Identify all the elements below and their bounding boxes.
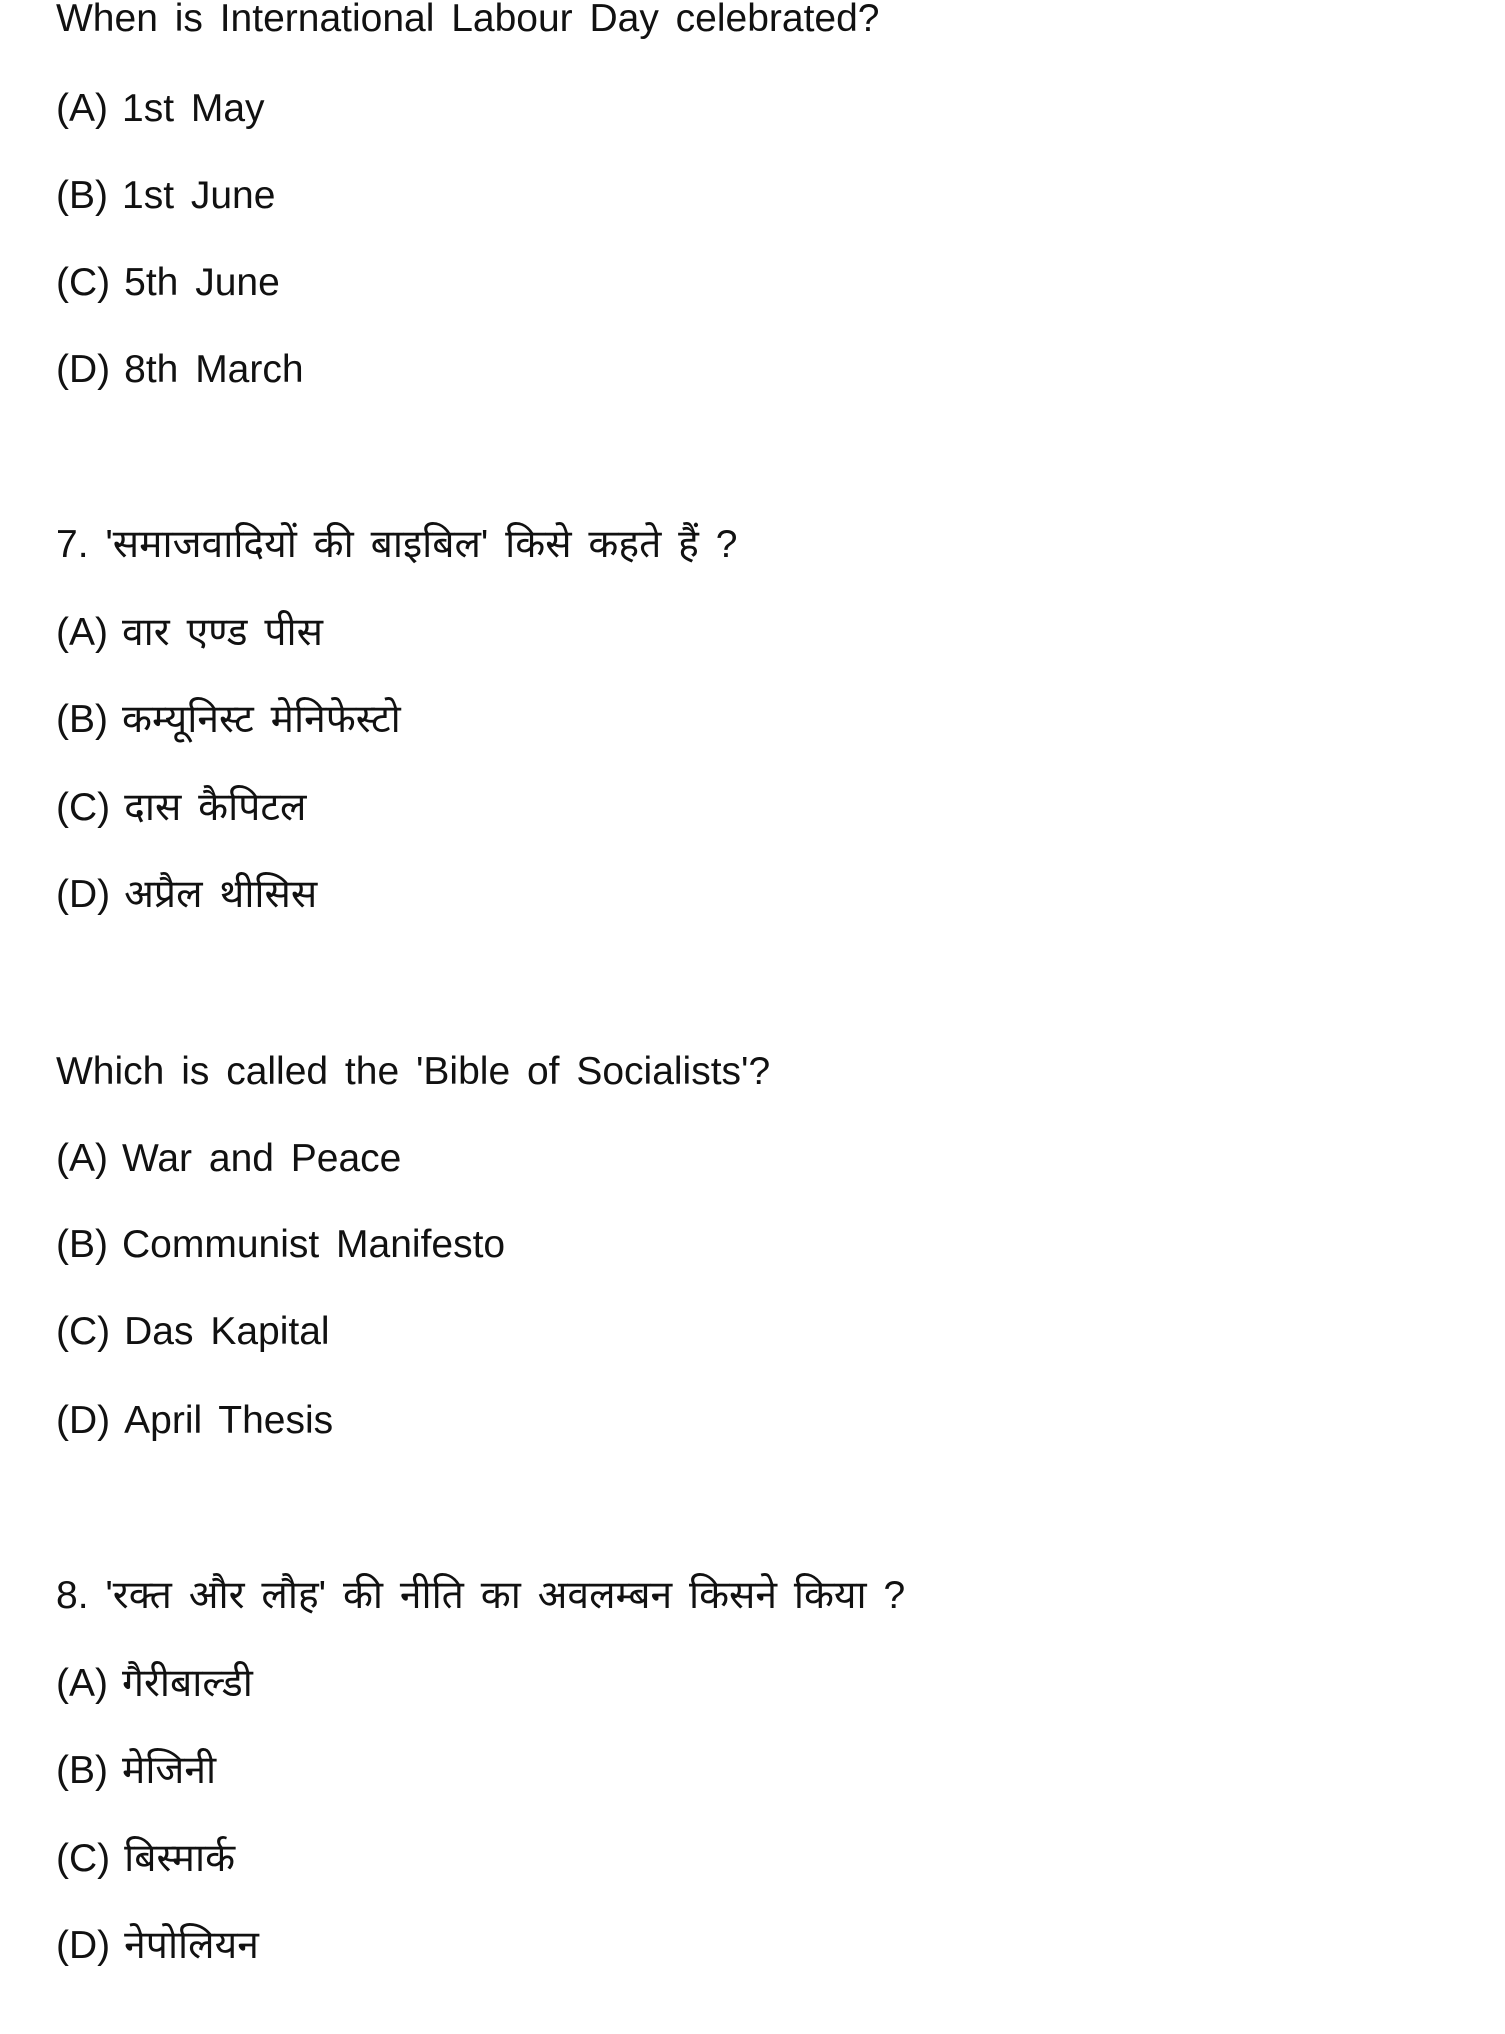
option-d[interactable] [56,1396,333,1446]
option-label: (B) [56,1749,108,1792]
option-label: (C) [56,1837,111,1880]
option-text: 1st June [122,174,276,217]
option-label: (D) [56,348,111,391]
option-text: कम्यूनिस्ट मेनिफेस्टो [122,698,401,741]
option-label: (A) [56,611,108,654]
option-c[interactable] [56,783,306,833]
option-label: (D) [56,1924,111,1967]
option-b[interactable] [56,695,401,745]
option-text: नेपोलियन [124,1924,259,1967]
option-text: War and Peace [122,1137,402,1180]
option-b[interactable] [56,1746,216,1796]
option-text: बिस्मार्क [124,1837,236,1880]
option-label: (B) [56,698,108,741]
option-a[interactable] [56,1659,253,1709]
option-text: 8th March [124,348,304,391]
option-c[interactable] [56,258,280,308]
option-label: (C) [56,786,111,829]
question-text: Which is called the 'Bible of Socialists'? [56,1050,771,1093]
option-a[interactable] [56,84,265,134]
option-c[interactable] [56,1834,235,1884]
option-label: (C) [56,1310,111,1353]
option-label: (B) [56,1223,108,1266]
option-label: (D) [56,1399,111,1442]
option-text: Das Kapital [124,1310,330,1353]
option-d[interactable] [56,345,304,395]
option-text: 5th June [124,261,280,304]
option-label: (D) [56,873,111,916]
option-c[interactable] [56,1307,330,1357]
option-a[interactable] [56,1134,401,1184]
question-text: 8. 'रक्त और लौह' की नीति का अवलम्बन किसने किया ? [56,1574,906,1617]
option-text: दास कैपिटल [124,786,307,829]
option-label: (A) [56,1137,108,1180]
option-a[interactable] [56,608,323,658]
option-label: (A) [56,87,108,130]
option-label: (A) [56,1662,108,1705]
option-label: (B) [56,174,108,217]
option-text: गैरीबाल्डी [122,1662,253,1705]
option-b[interactable] [56,171,275,221]
option-text: Communist Manifesto [122,1223,506,1266]
option-text: April Thesis [124,1399,334,1442]
option-text: 1st May [122,87,265,130]
question-text: 7. 'समाजवादियों की बाइबिल' किसे कहते हैं ? [56,523,738,566]
option-label: (C) [56,261,111,304]
option-text: मेजिनी [122,1749,217,1792]
question-text: When is International Labour Day celebrated? [56,0,880,40]
option-b[interactable] [56,1220,505,1270]
option-text: वार एण्ड पीस [122,611,323,654]
option-d[interactable] [56,1921,259,1971]
option-text: अप्रैल थीसिस [124,873,318,916]
option-d[interactable] [56,870,317,920]
